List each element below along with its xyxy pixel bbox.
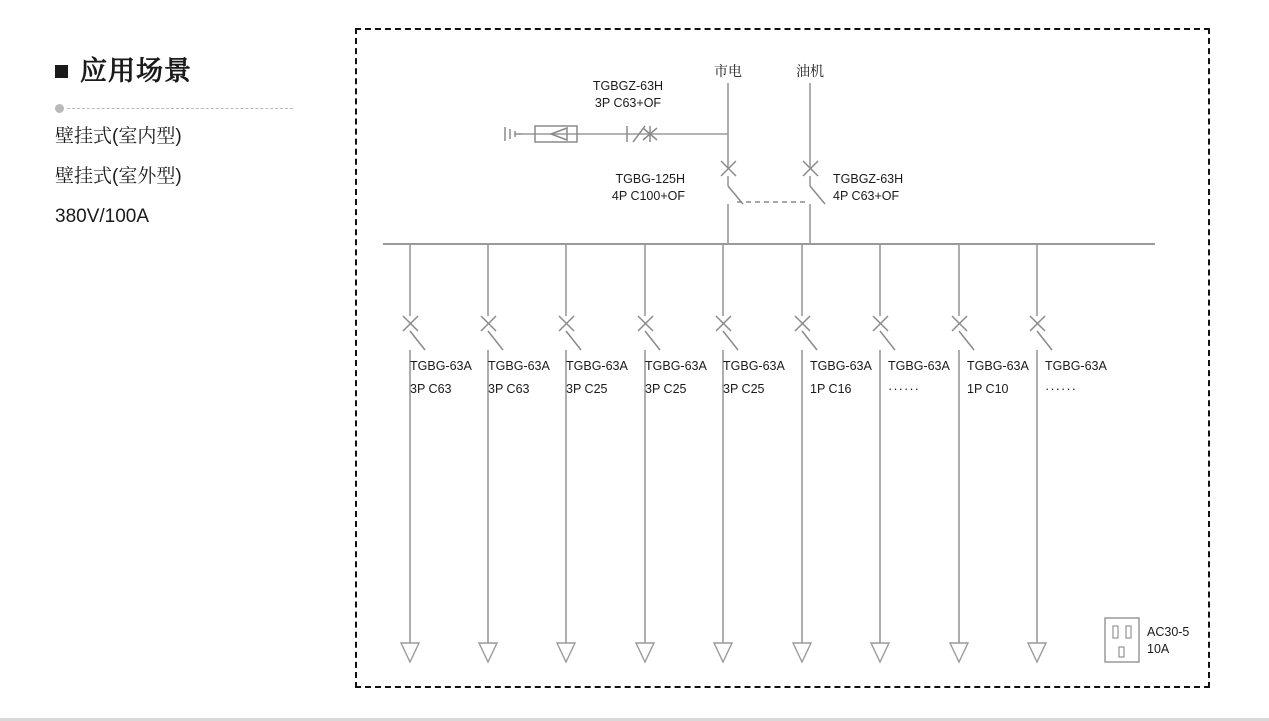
socket-label-line1: AC30-5 <box>1147 625 1190 639</box>
feeder-branch <box>557 244 628 662</box>
divider <box>55 103 295 113</box>
feeder-spec-label: 3P C25 <box>723 382 765 396</box>
single-line-diagram <box>355 28 1210 688</box>
generator-source-label: 油机 <box>796 63 824 79</box>
socket-label-line2: 10A <box>1147 642 1170 656</box>
incoming-breaker-label-line1: TGBGZ-63H <box>592 79 664 93</box>
generator-breaker-label-line2: 4P C63+OF <box>833 189 900 203</box>
feeder-model-label: TGBG-63A <box>810 359 872 373</box>
feeder-branch <box>950 244 1029 662</box>
main-breaker-label-line1: TGBG-125H <box>615 172 685 186</box>
ground-terminal-symbol <box>505 127 523 141</box>
feeder-model-label: TGBG-63A <box>566 359 628 373</box>
divider-dash-line <box>67 108 293 109</box>
generator-breaker-symbol <box>803 161 825 243</box>
feeder-model-label: TGBG-63A <box>967 359 1029 373</box>
feeder-model-label: TGBG-63A <box>488 359 550 373</box>
incoming-breaker-label-line2: 3P C63+OF <box>594 96 662 110</box>
feeder-model-label: TGBG-63A <box>410 359 472 373</box>
socket-outlet-symbol <box>1105 618 1139 662</box>
feeder-branch <box>1028 244 1107 662</box>
feeder-spec-label: 3P C63 <box>410 382 452 396</box>
feeder-model-label: TGBG-63A <box>723 359 785 373</box>
feeder-spec-label: 1P C16 <box>810 382 852 396</box>
feeder-model-label: TGBG-63A <box>1045 359 1107 373</box>
application-scenario-panel <box>55 58 305 247</box>
feeder-spec-label: 3P C25 <box>645 382 687 396</box>
feeder-branch <box>479 244 550 662</box>
feeder-branch <box>793 244 872 662</box>
mains-source-label: 市电 <box>714 63 742 79</box>
feeder-spec-label: ······ <box>1045 381 1077 396</box>
scenario-line-3: 380V/100A <box>55 206 150 227</box>
feeder-spec-label: 1P C10 <box>967 382 1009 396</box>
feeder-branch <box>871 244 950 662</box>
main-breaker-label-line2: 4P C100+OF <box>611 189 685 203</box>
feeder-branch <box>636 244 707 662</box>
feeder-spec-label: 3P C25 <box>566 382 608 396</box>
scenario-line-1: 壁挂式(室内型) <box>55 126 182 147</box>
feeder-branch <box>714 244 785 662</box>
feeder-spec-label: ······ <box>888 381 920 396</box>
scenario-line-2: 壁挂式(室外型) <box>55 166 182 187</box>
feeder-model-label: TGBG-63A <box>645 359 707 373</box>
generator-breaker-label-line1: TGBGZ-63H <box>833 172 904 186</box>
panel-heading <box>55 58 305 85</box>
panel-title: 应用场景 <box>80 56 192 86</box>
square-bullet-icon <box>55 65 68 78</box>
feeder-spec-label: 3P C63 <box>488 382 530 396</box>
feeder-model-label: TGBG-63A <box>888 359 950 373</box>
divider-dot-icon <box>55 104 64 113</box>
feeder-branch <box>401 244 472 662</box>
